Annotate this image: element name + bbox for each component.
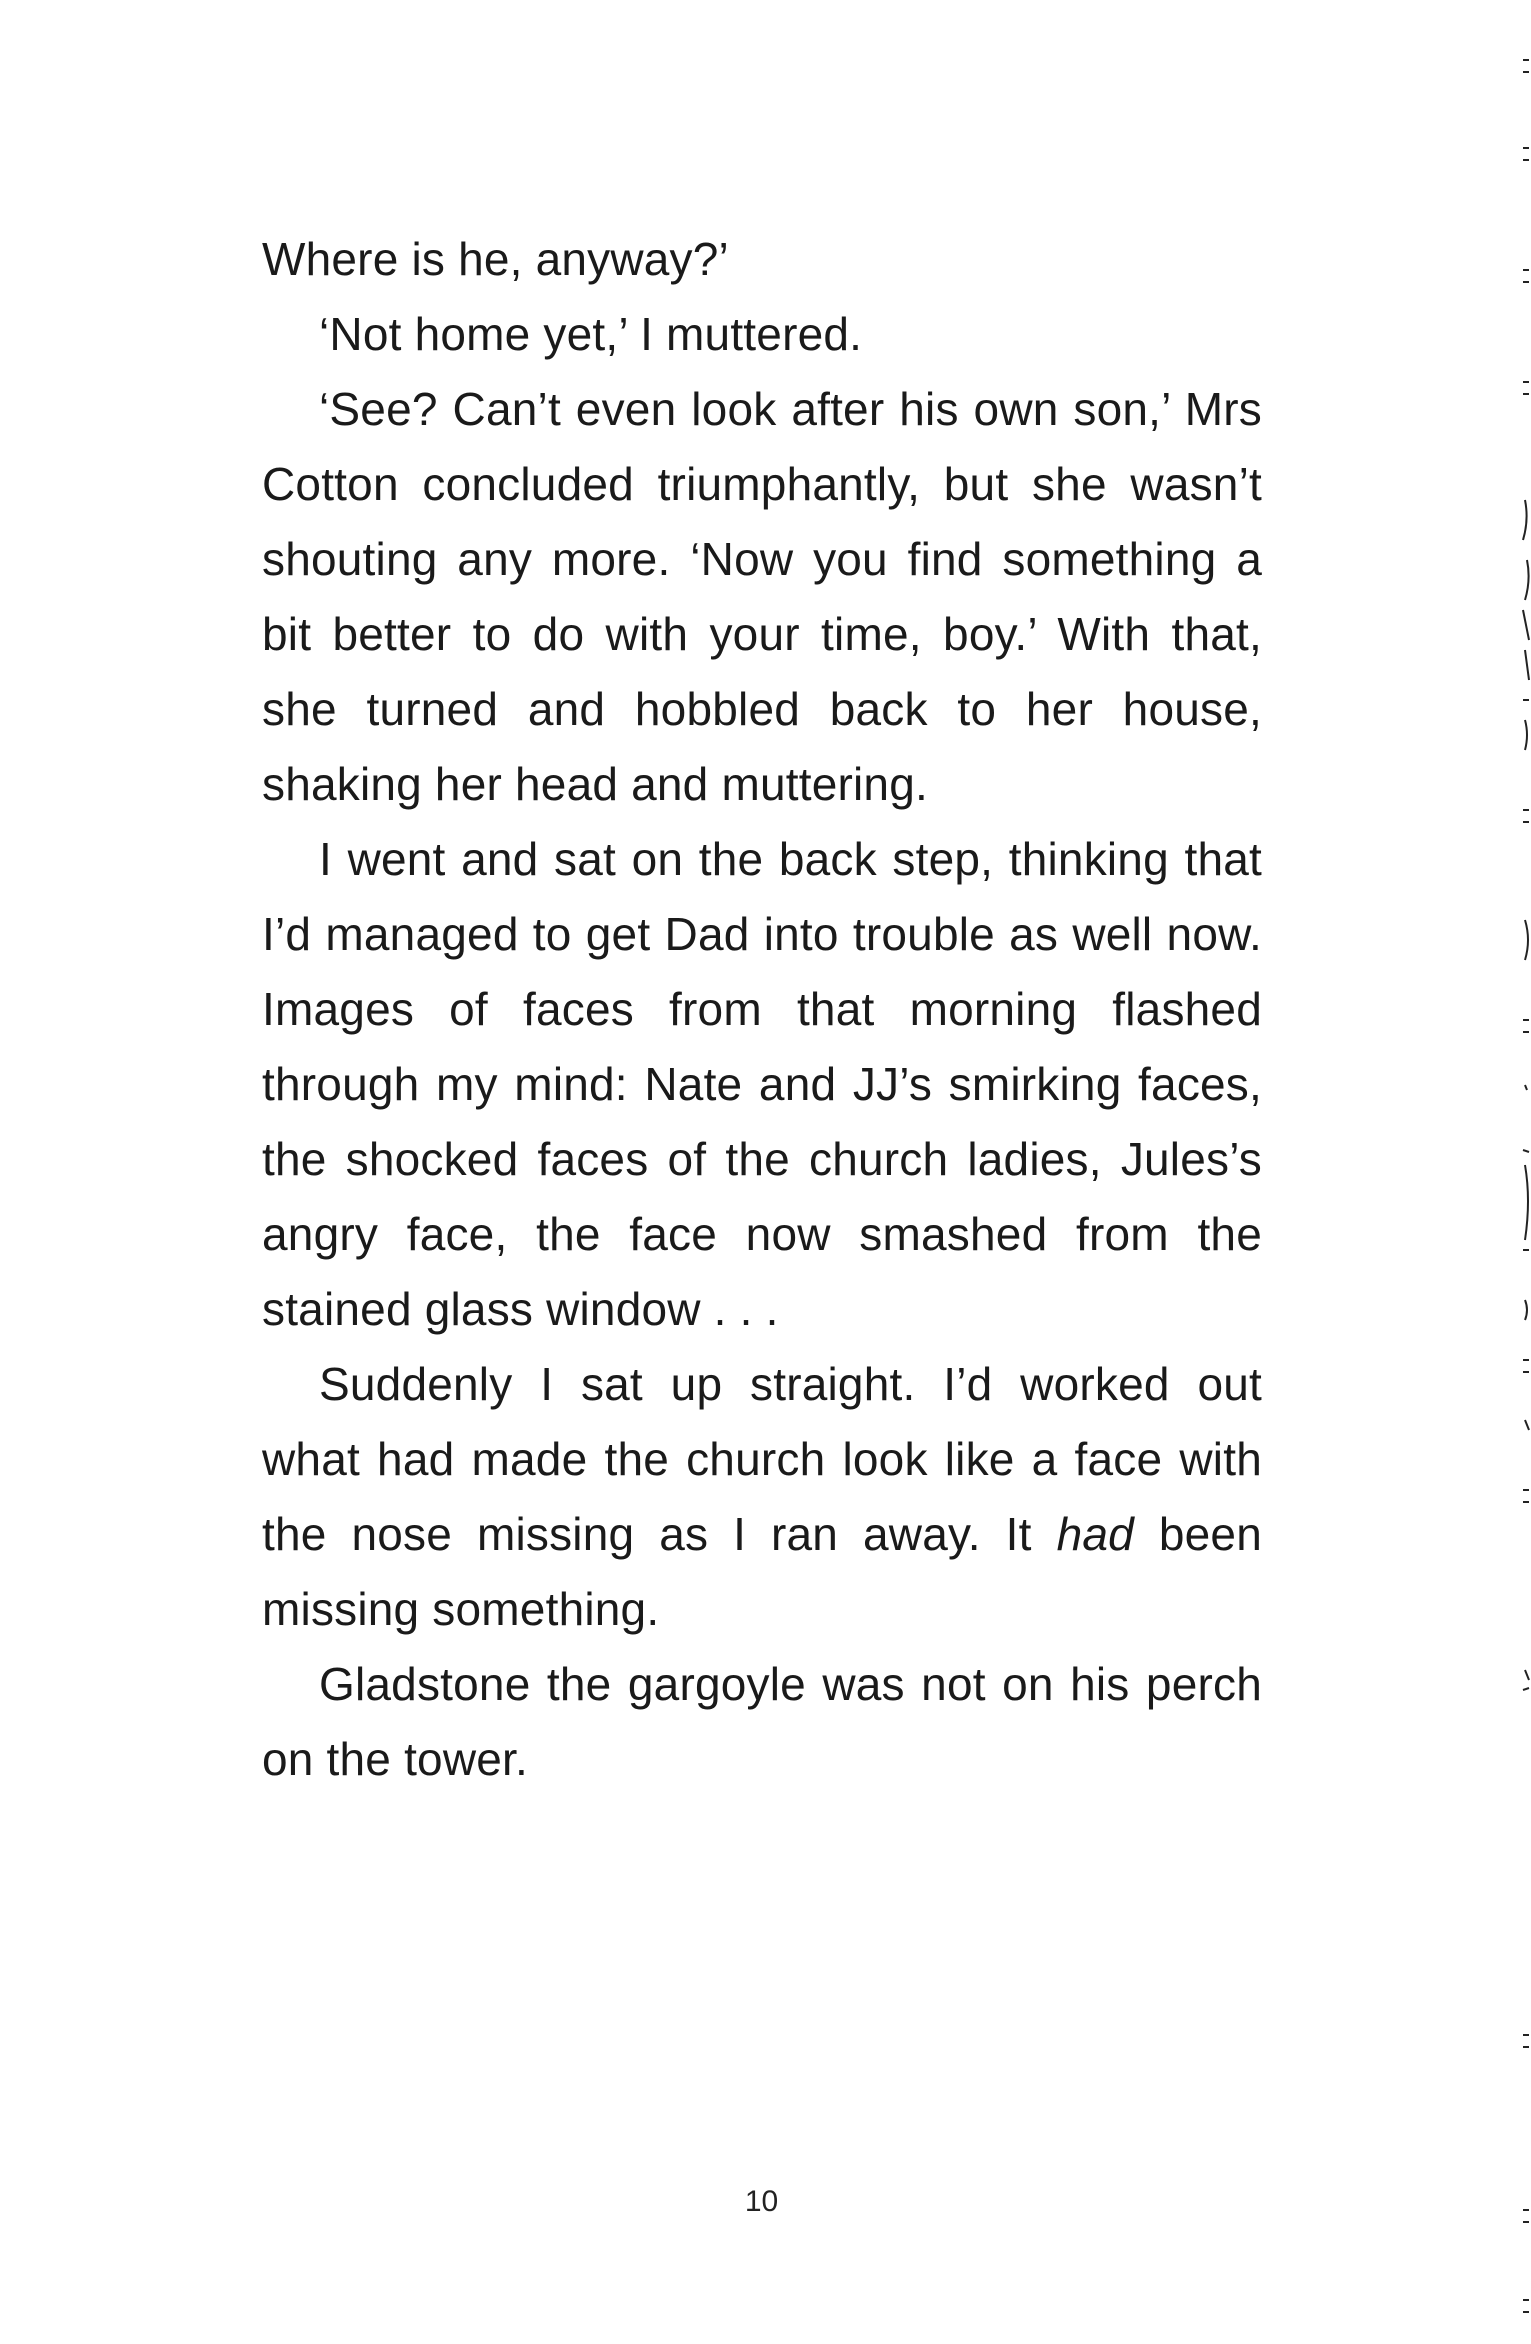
paragraph-5 — [262, 1347, 1262, 1647]
paragraph-text: I went and sat on the back step, thinking that I’d managed to get Dad into trouble as well now. Images of faces from that morning flashed through my mind: Nate and JJ’s smirking faces, the shocked faces of the church ladies, Jules’s angry face, the face now smashed from the stained glass window . . . — [262, 833, 1262, 1335]
italic-emphasis: had — [1056, 1508, 1134, 1560]
paragraph-1 — [262, 222, 1262, 297]
paragraph-text: ‘Not home yet,’ I muttered. — [319, 308, 863, 360]
paragraph-text: been missing something. — [262, 1508, 1262, 1635]
paragraph-2 — [262, 297, 1262, 372]
paragraph-3 — [262, 372, 1262, 822]
paragraph-text: Suddenly I sat up straight. I’d worked out what had made the church look like a face with the nose missing as I ran away. It — [262, 1358, 1262, 1560]
body-text — [262, 222, 1262, 1797]
page-number: 10 — [744, 2185, 779, 2218]
facing-page-illustration-edge — [1507, 0, 1531, 2344]
paragraph-4 — [262, 822, 1262, 1347]
paragraph-6 — [262, 1647, 1262, 1797]
paragraph-text: Gladstone the gargoyle was not on his perch on the tower. — [262, 1658, 1262, 1785]
paragraph-text: Where is he, anyway?’ — [262, 233, 729, 285]
paragraph-text: ‘See? Can’t even look after his own son,’ Mrs Cotton concluded triumphantly, but she wasn’t shouting any more. ‘Now you find something a bit better to do with your time, boy.’ With that, she turned and hobbled back to her house, shaking her head and muttering. — [262, 383, 1262, 810]
